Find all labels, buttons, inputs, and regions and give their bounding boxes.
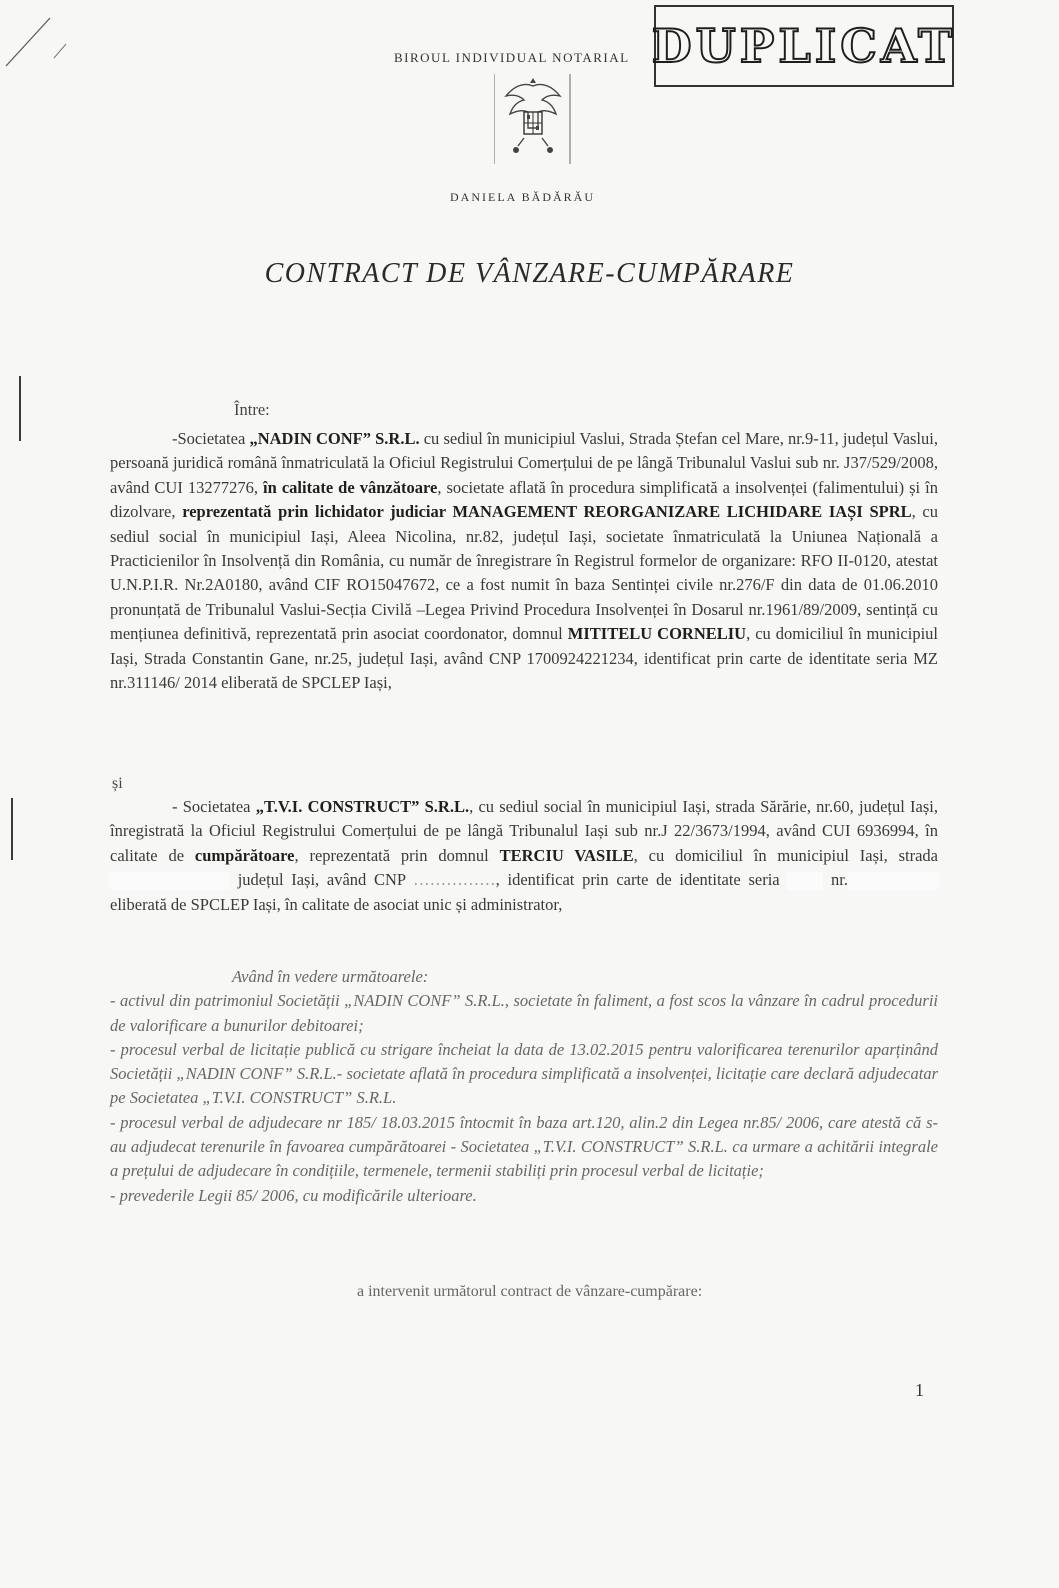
between-label: Între: <box>234 400 270 419</box>
margin-pen-strokes <box>0 0 80 80</box>
notary-name: DANIELA BĂDĂRĂU <box>450 190 595 204</box>
text-segment: cumpărătoare <box>194 845 295 865</box>
consideration-item: - activul din patrimoniul Societății „NADIN CONF” S.R.L., societate în faliment, a fost scos la vânzare în cadrul procedurii de valorificare a bunurilor debitoarei; <box>110 991 938 1035</box>
text-segment: , cu domiciliul în municipiul Iași, Strada Constantin Gane, nr.25, județul Iași, având CNP 1700924221234, identificat prin carte de identitate seria MZ nr.311146/ 2014 eliberată de SPCLEP Iași, <box>110 624 938 693</box>
redacted-field <box>787 872 823 890</box>
buyer-paragraph <box>110 795 938 917</box>
text-segment: TERCIU VASILE <box>499 845 634 865</box>
buyer-text <box>110 795 938 917</box>
text-segment: , societate aflată în procedura simplificată a insolvenței (falimentului) și în dizolvare, <box>110 477 938 522</box>
redacted-field <box>110 872 230 890</box>
text-segment: , identificat prin carte de identitate seria <box>495 870 788 890</box>
consideration-item: - procesul verbal de adjudecare nr 185/ 18.03.2015 întocmit în baza art.120, alin.2 din Legea nr.85/ 2006, care atestă că s-au adjudecat terenurile în favoarea cumpărătoarei - Societatea „T.V.I. CONSTRUCT” S.R.L. ca urmare a achitării integrale a prețului de adjudecare în condițiile, termenele, termenii stabiliți prin procesul verbal de licitație; <box>110 1112 938 1181</box>
text-segment: , reprezentată prin domnul <box>294 845 500 865</box>
seller-paragraph <box>110 427 938 695</box>
redacted-field <box>848 872 938 890</box>
considerations-list <box>110 989 938 1208</box>
text-segment: nr. <box>823 870 848 890</box>
text-segment: reprezentată prin lichidator judiciar MANAGEMENT REORGANIZARE LICHIDARE IAȘI SPRL <box>182 502 912 522</box>
closing-line: a intervenit următorul contract de vânzare-cumpărare: <box>357 1283 703 1300</box>
document-title: CONTRACT DE VÂNZARE-CUMPĂRARE <box>264 258 795 289</box>
text-segment: -Societatea <box>172 429 250 448</box>
text-segment: în calitate de vânzătoare <box>263 477 438 497</box>
coat-of-arms-icon <box>494 72 572 164</box>
consideration-item: - prevederile Legii 85/ 2006, cu modificările ulterioare. <box>110 1185 477 1205</box>
text-segment: , cu domiciliul în municipiul Iași, strada <box>633 845 938 865</box>
notary-office-heading: BIROUL INDIVIDUAL NOTARIAL <box>394 50 630 65</box>
page-number: 1 <box>915 1380 924 1400</box>
text-segment: cu sediul în municipiul Vaslui, Strada Ștefan cel Mare, nr.9-11, județul Vaslui, persoană juridică română înmatriculată la Oficiul Registrului Comerțului de pe lângă Tribunalul Vaslui sub nr. J37/529/2008, având CUI 13277276, <box>110 429 938 497</box>
text-segment: , cu sediul social în municipiul Iași, Aleea Nicolina, nr.82, județul Iași, societate înmatriculată la Uniunea Națională a Practicienilor în Insolvență din România, cu număr de înregistrare în Registrul formelor de organizare: RFO II-0120, atestat U.N.P.I.R. Nr.2A0180, având CIF RO15047672, ce a fost numit în baza Sentinței civile nr.276/F din data de 01.06.2010 pronunțată de Tribunalul Vaslui-Secția Civilă –Legea Privind Procedura Insolvenței în Dosarul nr.1961/89/2009, sentință cu mențiunea definitivă, reprezentată prin asociat coordonator, domnul <box>110 502 939 644</box>
text-segment: , cu sediul social în municipiul Iași, strada Sărărie, nr.60, județul Iași, înregistrată la Oficiul Registrului Comerțului de pe lângă Tribunalul Iași sub nr.J 22/3673/1994, având CUI 6936994, în calitate de <box>110 797 938 865</box>
duplicate-stamp-text: DUPLICAT <box>651 19 957 73</box>
duplicate-stamp <box>651 5 957 87</box>
text-segment: - Societatea <box>172 797 256 816</box>
and-label: și <box>112 775 123 792</box>
considerations-section <box>110 965 938 1208</box>
text-segment: eliberată de SPCLEP Iași, în calitate de asociat unic și administrator, <box>110 894 563 914</box>
consideration-item: - procesul verbal de licitație publică cu strigare încheiat la data de 13.02.2015 pentru valorificarea terenurilor aparținând Societății „NADIN CONF” S.R.L.- societate aflată în procedura simplificată a insolvenței, licitație care declară adjudecatar pe Societatea „T.V.I. CONSTRUCT” S.R.L. <box>110 1039 938 1108</box>
text-segment: „NADIN CONF” S.R.L. <box>249 429 420 448</box>
margin-mark-top <box>19 376 21 441</box>
text-segment: „T.V.I. CONSTRUCT” S.R.L. <box>255 797 470 816</box>
considerations-heading: Având în vedere următoarele: <box>232 967 429 986</box>
text-segment: MITITELU CORNELIU <box>567 624 747 644</box>
seller-text <box>110 427 938 695</box>
text-segment: județul Iași, având CNP <box>230 870 414 890</box>
text-segment: …………… <box>413 870 496 890</box>
margin-mark-bottom <box>11 798 13 860</box>
